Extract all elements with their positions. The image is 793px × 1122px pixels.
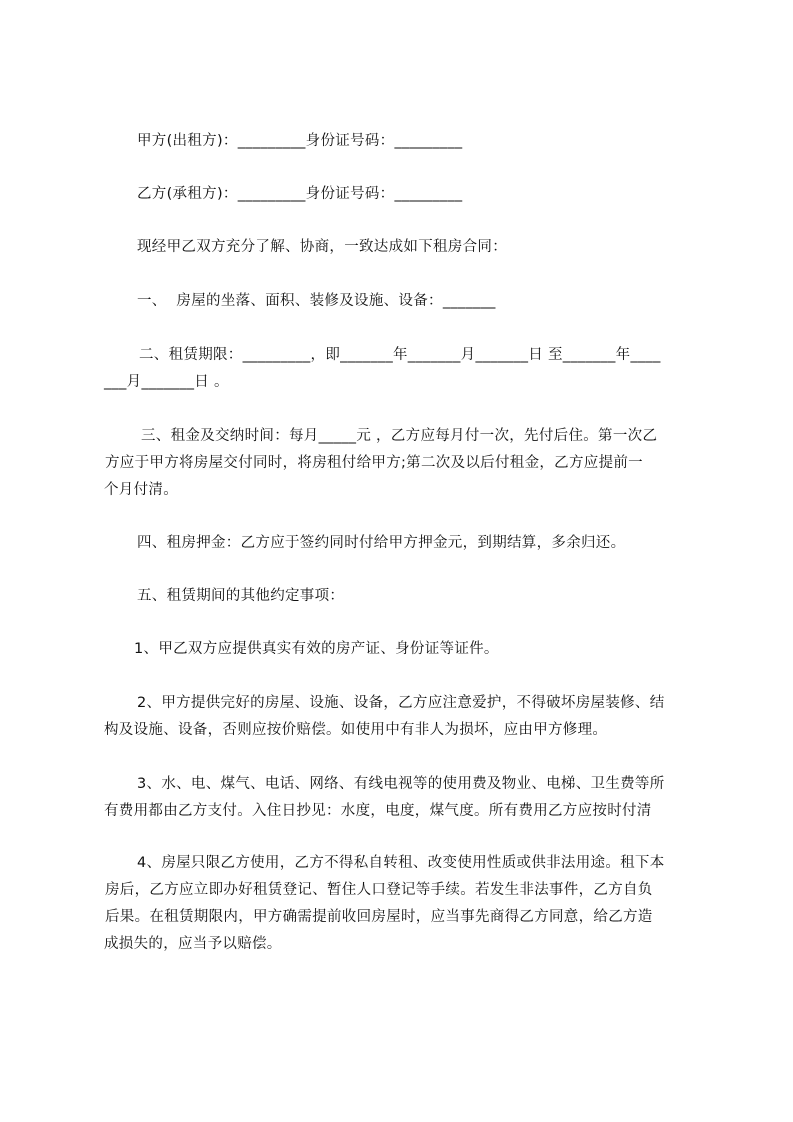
clause-3-line: 三、租金及交纳时间：每月_____元 ，乙方应每月付一次，先付后住。第一次乙	[141, 428, 658, 444]
item-3-line: 有费用都由乙方支付。入住日抄见：水度，电度，煤气度。所有费用乙方应按时付清	[104, 803, 652, 819]
item-4-line: 房后，乙方应立即办好租赁登记、暂住人口登记等手续。若发生非法事件，乙方自负	[105, 882, 653, 898]
clause-3-line: 方应于甲方将房屋交付同时，将房租付给甲方;第二次及以后付租金，乙方应提前一	[105, 455, 643, 471]
item-3-line: 3、水、电、煤气、电话、网络、有线电视等的使用费及物业、电梯、卫生费等所	[137, 776, 665, 792]
clause-2-line: ___月_______日 。	[104, 374, 229, 390]
intro-paragraph: 现经甲乙双方充分了解、协商，一致达成如下租房合同：	[137, 239, 507, 255]
item-2-line: 2、甲方提供完好的房屋、设施、设备，乙方应注意爱护，不得破坏房屋装修、结	[137, 695, 665, 711]
clause-5-heading: 五、租赁期间的其他约定事项：	[137, 588, 345, 604]
item-4-line: 成损失的，应当予以赔偿。	[104, 936, 282, 952]
party-b-line: 乙方(承租方)：_________身份证号码：_________	[137, 186, 463, 202]
clause-2-line: 二、租赁期限：_________，即_______年_______月_______日 至_______年____	[139, 347, 661, 363]
item-4-line: 后果。在租赁期限内，甲方确需提前收回房屋时，应当事先商得乙方同意，给乙方造	[105, 909, 653, 925]
item-4-line: 4、房屋只限乙方使用，乙方不得私自转租、改变使用性质或供非法用途。租下本	[137, 855, 665, 871]
party-a-line: 甲方(出租方)：_________身份证号码：_________	[137, 133, 463, 149]
clause-1: 一、 房屋的坐落、面积、装修及设施、设备：_______	[137, 293, 496, 309]
clause-3-line: 个月付清。	[104, 482, 178, 498]
clause-4: 四、租房押金：乙方应于签约同时付给甲方押金元，到期结算，多余归还。	[137, 535, 626, 551]
item-1: 1、甲乙双方应提供真实有效的房产证、身份证等证件。	[134, 641, 499, 657]
item-2-line: 构及设施、设备，否则应按价赔偿。如使用中有非人为损坏，应由甲方修理。	[104, 722, 608, 738]
